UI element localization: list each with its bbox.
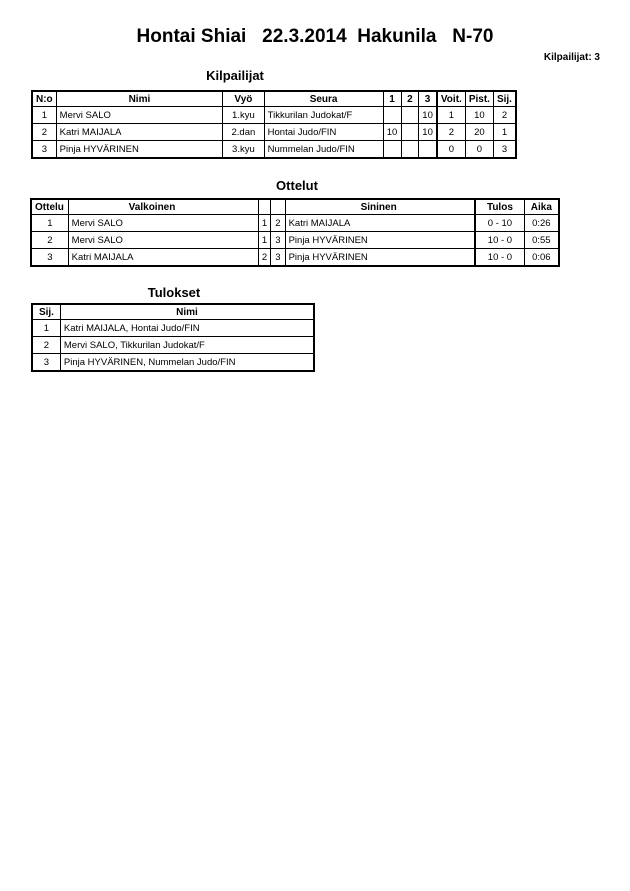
cell-white-name: Mervi SALO xyxy=(68,215,258,232)
col-name: Nimi xyxy=(56,91,222,107)
table-row xyxy=(32,320,314,337)
cell-rank: 1 xyxy=(32,320,60,337)
col-name: Nimi xyxy=(60,304,314,320)
cell-r1: 10 xyxy=(383,124,401,141)
cell-points: 0 xyxy=(465,141,493,159)
cell-time: 0:26 xyxy=(524,215,559,232)
cell-r3 xyxy=(419,141,437,159)
cell-club: Nummelan Judo/FIN xyxy=(264,141,383,159)
cell-white-name: Mervi SALO xyxy=(68,232,258,249)
cell-wins: 0 xyxy=(437,141,465,159)
table-row xyxy=(32,141,516,159)
cell-match-no: 3 xyxy=(31,249,68,267)
cell-rank: 3 xyxy=(32,354,60,372)
competitors-header-row xyxy=(32,91,516,107)
table-row xyxy=(31,215,559,232)
cell-no: 3 xyxy=(32,141,56,159)
cell-score: 10 - 0 xyxy=(475,232,524,249)
cell-white-no: 1 xyxy=(258,215,271,232)
cell-rank: 1 xyxy=(493,124,516,141)
cell-r2 xyxy=(401,141,419,159)
cell-points: 10 xyxy=(465,107,493,124)
col-blue-no xyxy=(271,199,285,215)
cell-r3: 10 xyxy=(419,107,437,124)
results-header-row xyxy=(32,304,314,320)
cell-belt: 3.kyu xyxy=(223,141,265,159)
cell-belt: 1.kyu xyxy=(223,107,265,124)
matches-table xyxy=(30,198,560,267)
page-title: Hontai Shiai 22.3.2014 Hakunila N-70 xyxy=(136,26,494,47)
col-1: 1 xyxy=(383,91,401,107)
cell-name: Katri MAIJALA, Hontai Judo/FIN xyxy=(60,320,314,337)
col-rank: Sij. xyxy=(493,91,516,107)
cell-match-no: 1 xyxy=(31,215,68,232)
cell-r1 xyxy=(383,107,401,124)
cell-blue-name: Katri MAIJALA xyxy=(285,215,475,232)
cell-name: Pinja HYVÄRINEN xyxy=(56,141,222,159)
cell-white-name: Katri MAIJALA xyxy=(68,249,258,267)
cell-match-no: 2 xyxy=(31,232,68,249)
cell-name: Pinja HYVÄRINEN, Nummelan Judo/FIN xyxy=(60,354,314,372)
col-score: Tulos xyxy=(475,199,524,215)
cell-rank: 2 xyxy=(32,337,60,354)
cell-rank: 3 xyxy=(493,141,516,159)
cell-wins: 1 xyxy=(437,107,465,124)
competitors-table xyxy=(31,90,517,159)
cell-blue-no: 3 xyxy=(271,232,285,249)
cell-name: Mervi SALO, Tikkurilan Judokat/F xyxy=(60,337,314,354)
cell-blue-no: 3 xyxy=(271,249,285,267)
col-wins: Voit. xyxy=(437,91,465,107)
cell-r1 xyxy=(383,141,401,159)
col-club: Seura xyxy=(264,91,383,107)
cell-blue-no: 2 xyxy=(271,215,285,232)
col-time: Aika xyxy=(524,199,559,215)
col-white: Valkoinen xyxy=(68,199,258,215)
cell-time: 0:06 xyxy=(524,249,559,267)
competitor-count: Kilpailijat: 3 xyxy=(543,52,600,63)
cell-r2 xyxy=(401,124,419,141)
cell-belt: 2.dan xyxy=(223,124,265,141)
table-row xyxy=(32,124,516,141)
cell-score: 10 - 0 xyxy=(475,249,524,267)
cell-score: 0 - 10 xyxy=(475,215,524,232)
cell-time: 0:55 xyxy=(524,232,559,249)
cell-blue-name: Pinja HYVÄRINEN xyxy=(285,249,475,267)
cell-r2 xyxy=(401,107,419,124)
col-2: 2 xyxy=(401,91,419,107)
matches-header-row xyxy=(31,199,559,215)
cell-white-no: 2 xyxy=(258,249,271,267)
table-row xyxy=(32,337,314,354)
cell-blue-name: Pinja HYVÄRINEN xyxy=(285,232,475,249)
cell-no: 2 xyxy=(32,124,56,141)
cell-r3: 10 xyxy=(419,124,437,141)
cell-club: Hontai Judo/FIN xyxy=(264,124,383,141)
matches-heading: Ottelut xyxy=(276,178,318,193)
competitors-heading: Kilpailijat xyxy=(206,68,264,83)
col-no: N:o xyxy=(32,91,56,107)
cell-no: 1 xyxy=(32,107,56,124)
table-row xyxy=(31,232,559,249)
col-rank: Sij. xyxy=(32,304,60,320)
cell-rank: 2 xyxy=(493,107,516,124)
results-table xyxy=(31,303,315,372)
cell-name: Katri MAIJALA xyxy=(56,124,222,141)
cell-white-no: 1 xyxy=(258,232,271,249)
table-row xyxy=(31,249,559,267)
table-row xyxy=(32,107,516,124)
col-3: 3 xyxy=(419,91,437,107)
col-belt: Vyö xyxy=(223,91,265,107)
col-match: Ottelu xyxy=(31,199,68,215)
results-heading: Tulokset xyxy=(147,285,201,300)
cell-points: 20 xyxy=(465,124,493,141)
cell-club: Tikkurilan Judokat/F xyxy=(264,107,383,124)
col-points: Pist. xyxy=(465,91,493,107)
cell-wins: 2 xyxy=(437,124,465,141)
table-row xyxy=(32,354,314,372)
col-blue: Sininen xyxy=(285,199,475,215)
col-white-no xyxy=(258,199,271,215)
cell-name: Mervi SALO xyxy=(56,107,222,124)
